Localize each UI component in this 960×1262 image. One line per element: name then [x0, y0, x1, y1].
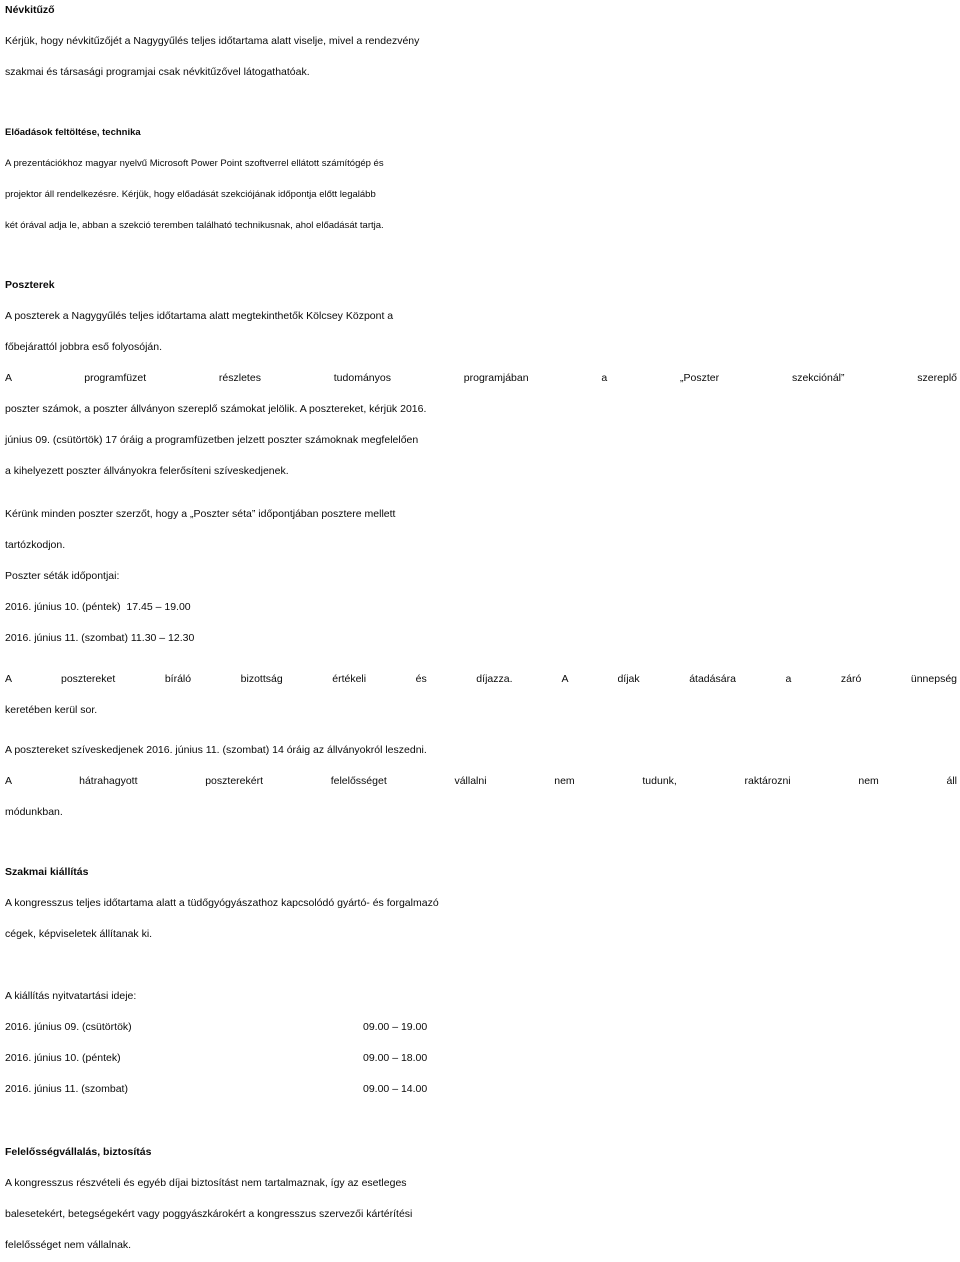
exhibition-hours-row: [5, 1012, 957, 1043]
section-heading: Felelősségvállalás, biztosítás: [5, 1146, 152, 1158]
poster-walk-label: Poszter séták időpontjai:: [5, 570, 120, 582]
poster-walk-time: 2016. június 11. (szombat) 11.30 – 12.30: [5, 632, 195, 644]
paragraph-line: A hátrahagyott poszterekért felelősséget vállalni nem tudunk, raktározni nem áll: [5, 775, 957, 787]
paragraph-line: módunkban.: [5, 806, 63, 818]
section-heading: Szakmai kiállítás: [5, 866, 89, 878]
paragraph-line: két órával adja le, abban a szekció teremben található technikusnak, ahol előadását tartja.: [5, 220, 384, 231]
exhibition-day: 2016. június 09. (csütörtök): [5, 1021, 132, 1033]
exhibition-time: 09.00 – 14.00: [363, 1083, 428, 1095]
poster-walk-time: 2016. június 10. (péntek) 17.45 – 19.00: [5, 601, 191, 613]
paragraph-line: a kihelyezett poszter állványokra felerősíteni szíveskedjenek.: [5, 465, 289, 477]
poster-walk-paragraph: [5, 499, 957, 654]
section-heading: Névkitűző: [5, 4, 55, 16]
section-upload: [5, 117, 957, 241]
paragraph-line: A poszterek a Nagygyűlés teljes időtartama alatt megtekinthetők Kölcsey Központ a: [5, 310, 394, 322]
paragraph-line: keretében kerül sor.: [5, 704, 98, 716]
exhibition-day: 2016. június 10. (péntek): [5, 1052, 121, 1064]
exhibition-hours-row: [5, 1043, 957, 1074]
paragraph-line: Kérünk minden poszter szerzőt, hogy a „Poszter séta” időpontjában posztere mellett: [5, 508, 396, 520]
paragraph-line: projektor áll rendelkezésre. Kérjük, hogy előadását szekciójának időpontja előtt legalább: [5, 189, 376, 200]
paragraph-line: szakmai és társasági programjai csak névkitűzővel látogathatóak.: [5, 66, 310, 78]
paragraph-line: poszter számok, a poszter állványon szereplő számokat jelölik. A posztereket, kérjük 2016.: [5, 403, 427, 415]
section-heading: Poszterek: [5, 279, 55, 291]
section-heading: Előadások feltöltése, technika: [5, 127, 141, 138]
paragraph-line: cégek, képviseletek állítanak ki.: [5, 928, 153, 940]
section-badge: [5, 0, 957, 88]
section-liability: [5, 1137, 957, 1261]
paragraph-line: balesetekért, betegségekért vagy poggyászkárokért a kongresszus szervezői kártérítési: [5, 1208, 413, 1220]
paragraph-line: Kérjük, hogy névkitűzőjét a Nagygyűlés teljes időtartama alatt viselje, mivel a rendezvény: [5, 35, 420, 47]
paragraph-line: A programfüzet részletes tudományos programjában a „Poszter szekciónál” szereplő: [5, 372, 957, 384]
paragraph-line: felelősséget nem vállalnak.: [5, 1239, 132, 1251]
exhibition-time: 09.00 – 18.00: [363, 1052, 428, 1064]
paragraph-line: A posztereket szíveskedjenek 2016. június 11. (szombat) 14 óráig az állványokról leszedni.: [5, 744, 427, 756]
paragraph-line: június 09. (csütörtök) 17 óráig a programfüzetben jelzett poszter számoknak megfelelően: [5, 434, 419, 446]
poster-jury-paragraph: [5, 664, 957, 726]
paragraph-line: A posztereket bíráló bizottság értékeli és díjazza. A díjak átadására a záró ünnepség: [5, 673, 957, 685]
poster-removal-paragraph: [5, 735, 957, 828]
exhibition-day: 2016. június 11. (szombat): [5, 1083, 128, 1095]
paragraph-line: főbejárattól jobbra eső folyosóján.: [5, 341, 163, 353]
section-posters: [5, 270, 957, 487]
exhibition-time: 09.00 – 19.00: [363, 1021, 428, 1033]
paragraph-line: A prezentációkhoz magyar nyelvű Microsoft Power Point szoftverrel ellátott számítógép és: [5, 158, 384, 169]
paragraph-line: tartózkodjon.: [5, 539, 66, 551]
paragraph-line: A kongresszus teljes időtartama alatt a tüdőgyógyászathoz kapcsolódó gyártó- és forgalmazó: [5, 897, 439, 909]
section-exhibition: [5, 857, 957, 950]
exhibition-hours-label: A kiállítás nyitvatartási ideje:: [5, 990, 137, 1002]
exhibition-hours: [5, 981, 957, 1105]
exhibition-hours-row: [5, 1074, 957, 1105]
paragraph-line: A kongresszus részvételi és egyéb díjai biztosítást nem tartalmaznak, így az esetleges: [5, 1177, 407, 1189]
